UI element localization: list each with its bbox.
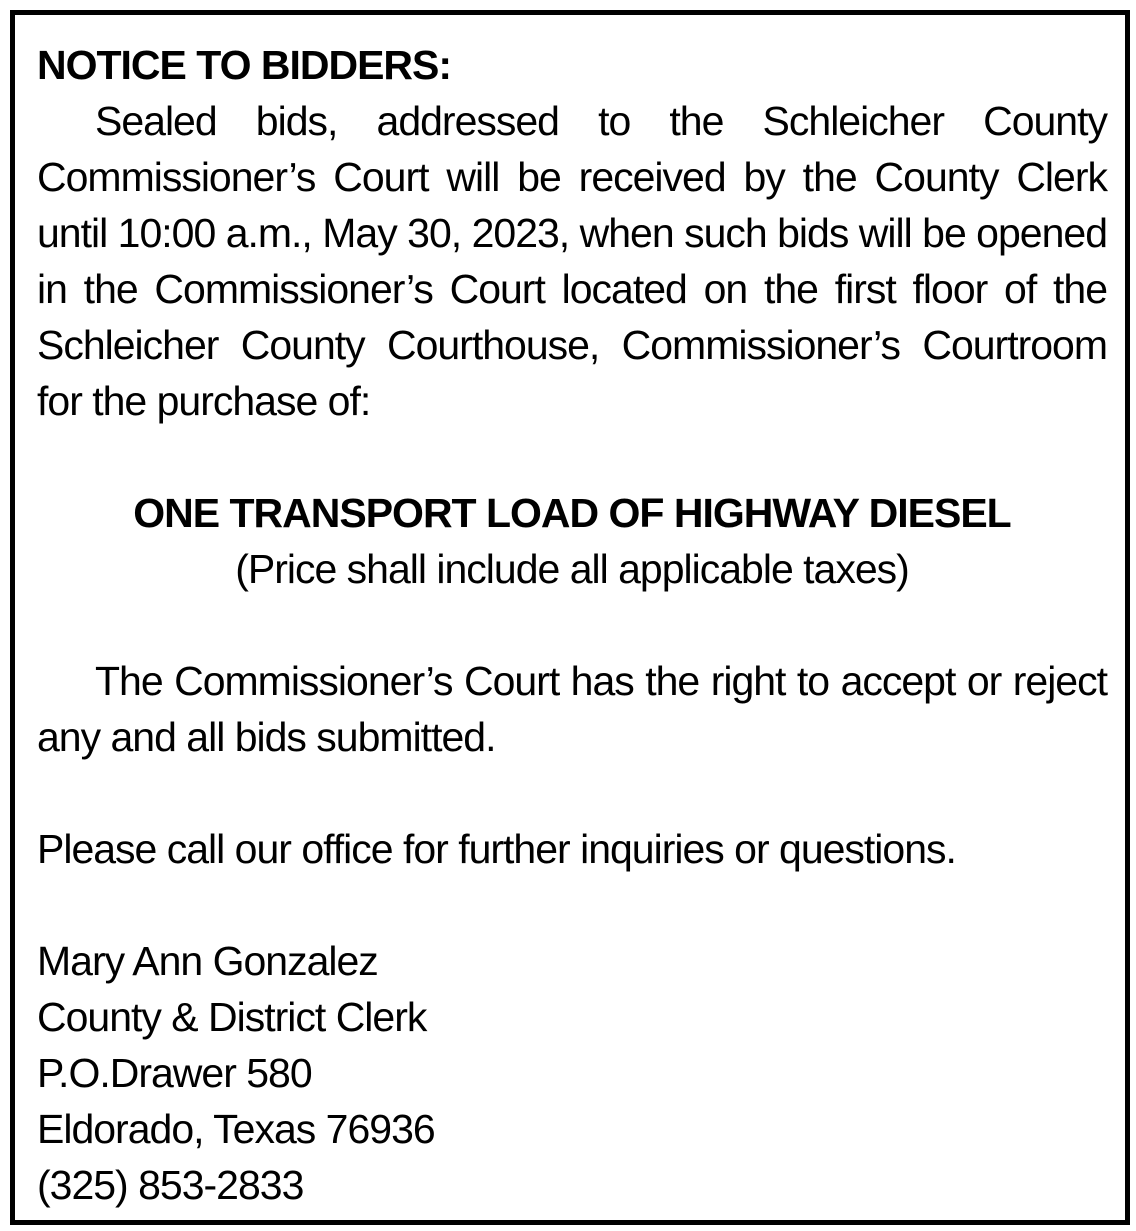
- notice-content: [37, 37, 1107, 1213]
- signature-block: [37, 933, 1107, 1213]
- item-note: (Price shall include all applicable taxes): [235, 546, 909, 592]
- spacer: [37, 429, 1107, 485]
- phone-number: (325) 853-2833: [37, 1162, 304, 1208]
- item-title: ONE TRANSPORT LOAD OF HIGHWAY DIESEL: [133, 490, 1011, 536]
- city-state-zip: Eldorado, Texas 76936: [37, 1106, 435, 1152]
- spacer: [37, 765, 1107, 821]
- po-box: P.O.Drawer 580: [37, 1050, 312, 1096]
- spacer: [37, 877, 1107, 933]
- inquiry-line: Please call our office for further inquiries or questions.: [37, 826, 956, 872]
- signer-title: County & District Clerk: [37, 994, 427, 1040]
- signer-name: Mary Ann Gonzalez: [37, 938, 378, 984]
- rights-paragraph: The Commissioner’s Court has the right to accept or reject any and all bids submitted.: [37, 658, 1107, 760]
- notice-border: [10, 10, 1130, 1225]
- notice-heading: NOTICE TO BIDDERS:: [37, 42, 452, 88]
- intro-paragraph: Sealed bids, addressed to the Schleicher County Commissioner’s Court will be received by the County Clerk until 10:00 a.m., May 30, 2023, when such bids will be opened in the Commissioner’s Court located on the first floor of the Schleicher County Courthouse, Commissioner’s Courtroom for the purchase of:: [37, 98, 1107, 424]
- spacer: [37, 597, 1107, 653]
